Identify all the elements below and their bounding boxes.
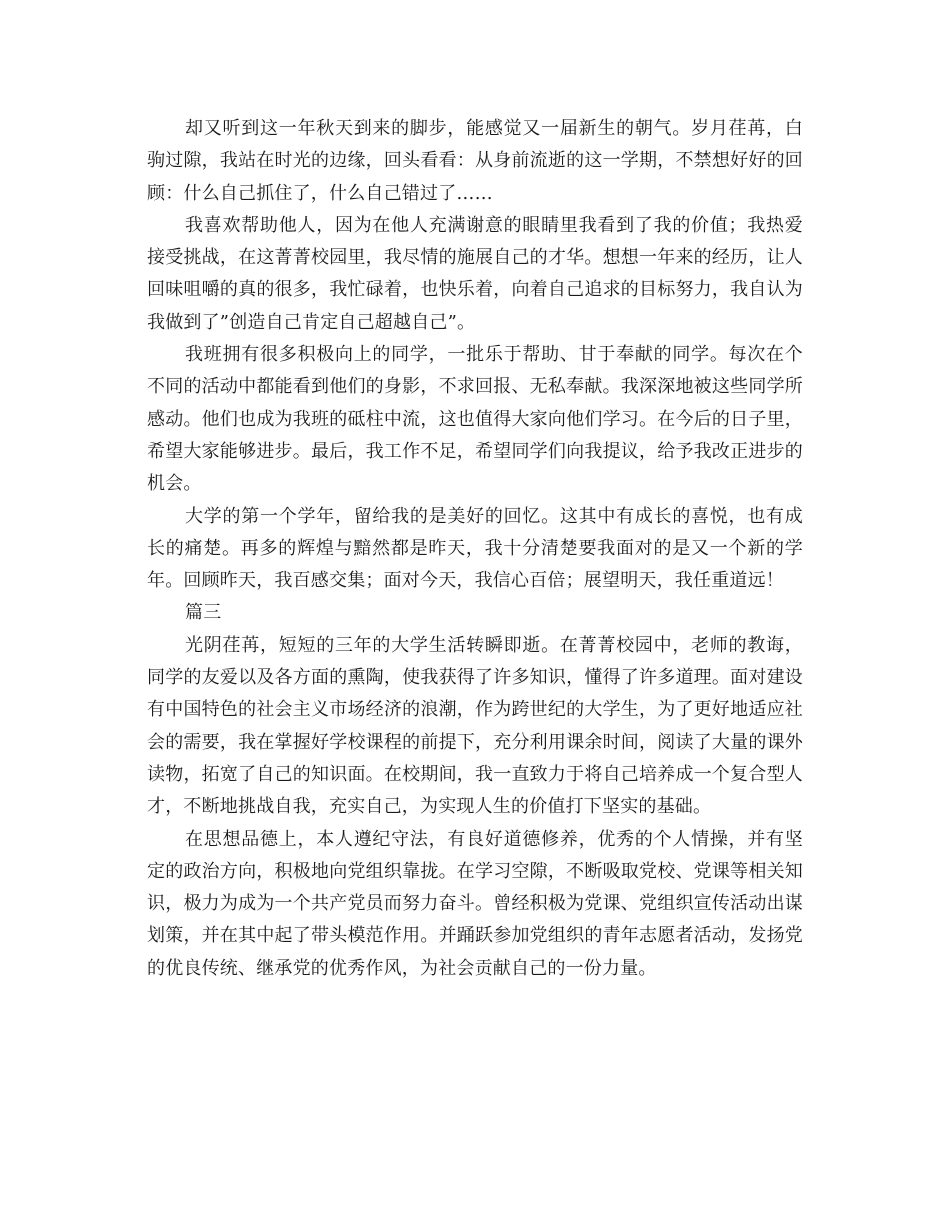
paragraph-4: 大学的第一个学年，留给我的是美好的回忆。这其中有成长的喜悦，也有成长的痛楚。再多的辉煌与黯然都是昨天，我十分清楚要我面对的是又一个新的学年。回顾昨天，我百感交集；面对今天，我信心百倍；展望明天，我任重道远！	[147, 505, 803, 592]
paragraph-5: 光阴荏苒，短短的三年的大学生活转瞬即逝。在菁菁校园中，老师的教诲，同学的友爱以及各方面的熏陶，使我获得了许多知识，懂得了许多道理。面对建设有中国特色的社会主义市场经济的浪潮，作为跨世纪的大学生，为了更好地适应社会的需要，我在掌握好学校课程的前提下，充分利用课余时间，阅读了大量的课外读物，拓宽了自己的知识面。在校期间，我一直致力于将自己培养成一个复合型人才，不断地挑战自我，充实自己，为实现人生的价值打下坚实的基础。	[147, 634, 803, 818]
section-heading: 篇三	[185, 602, 222, 624]
paragraph-6: 在思想品德上，本人遵纪守法，有良好道德修养，优秀的个人情操，并有坚定的政治方向，积极地向党组织靠拢。在学习空隙，不断吸取党校、党课等相关知识，极力为成为一个共产党员而努力奋斗。曾经积极为党课、党组织宣传活动出谋划策，并在其中起了带头模范作用。并踊跃参加党组织的青年志愿者活动，发扬党的优良传统、继承党的优秀作风，为社会贡献自己的一份力量。	[147, 828, 803, 979]
paragraph-2: 我喜欢帮助他人，因为在他人充满谢意的眼睛里我看到了我的价值；我热爱接受挑战，在这菁菁校园里，我尽情的施展自己的才华。想想一年来的经历，让人回味咀嚼的真的很多，我忙碌着，也快乐着，向着自己追求的目标努力，我自认为我做到了”创造自己肯定自己超越自己”。	[147, 214, 803, 333]
document-body	[147, 113, 803, 985]
paragraph-3: 我班拥有很多积极向上的同学，一批乐于帮助、甘于奉献的同学。每次在个不同的活动中都能看到他们的身影，不求回报、无私奉献。我深深地被这些同学所感动。他们也成为我班的砥柱中流，这也值得大家向他们学习。在今后的日子里，希望大家能够进步。最后，我工作不足，希望同学们向我提议，给予我改正进步的机会。	[147, 344, 803, 495]
paragraph-1: 却又听到这一年秋天到来的脚步，能感觉又一届新生的朝气。岁月荏苒，白驹过隙，我站在时光的边缘，回头看看：从身前流逝的这一学期，不禁想好好的回顾：什么自己抓住了，什么自己错过了……	[147, 118, 803, 204]
